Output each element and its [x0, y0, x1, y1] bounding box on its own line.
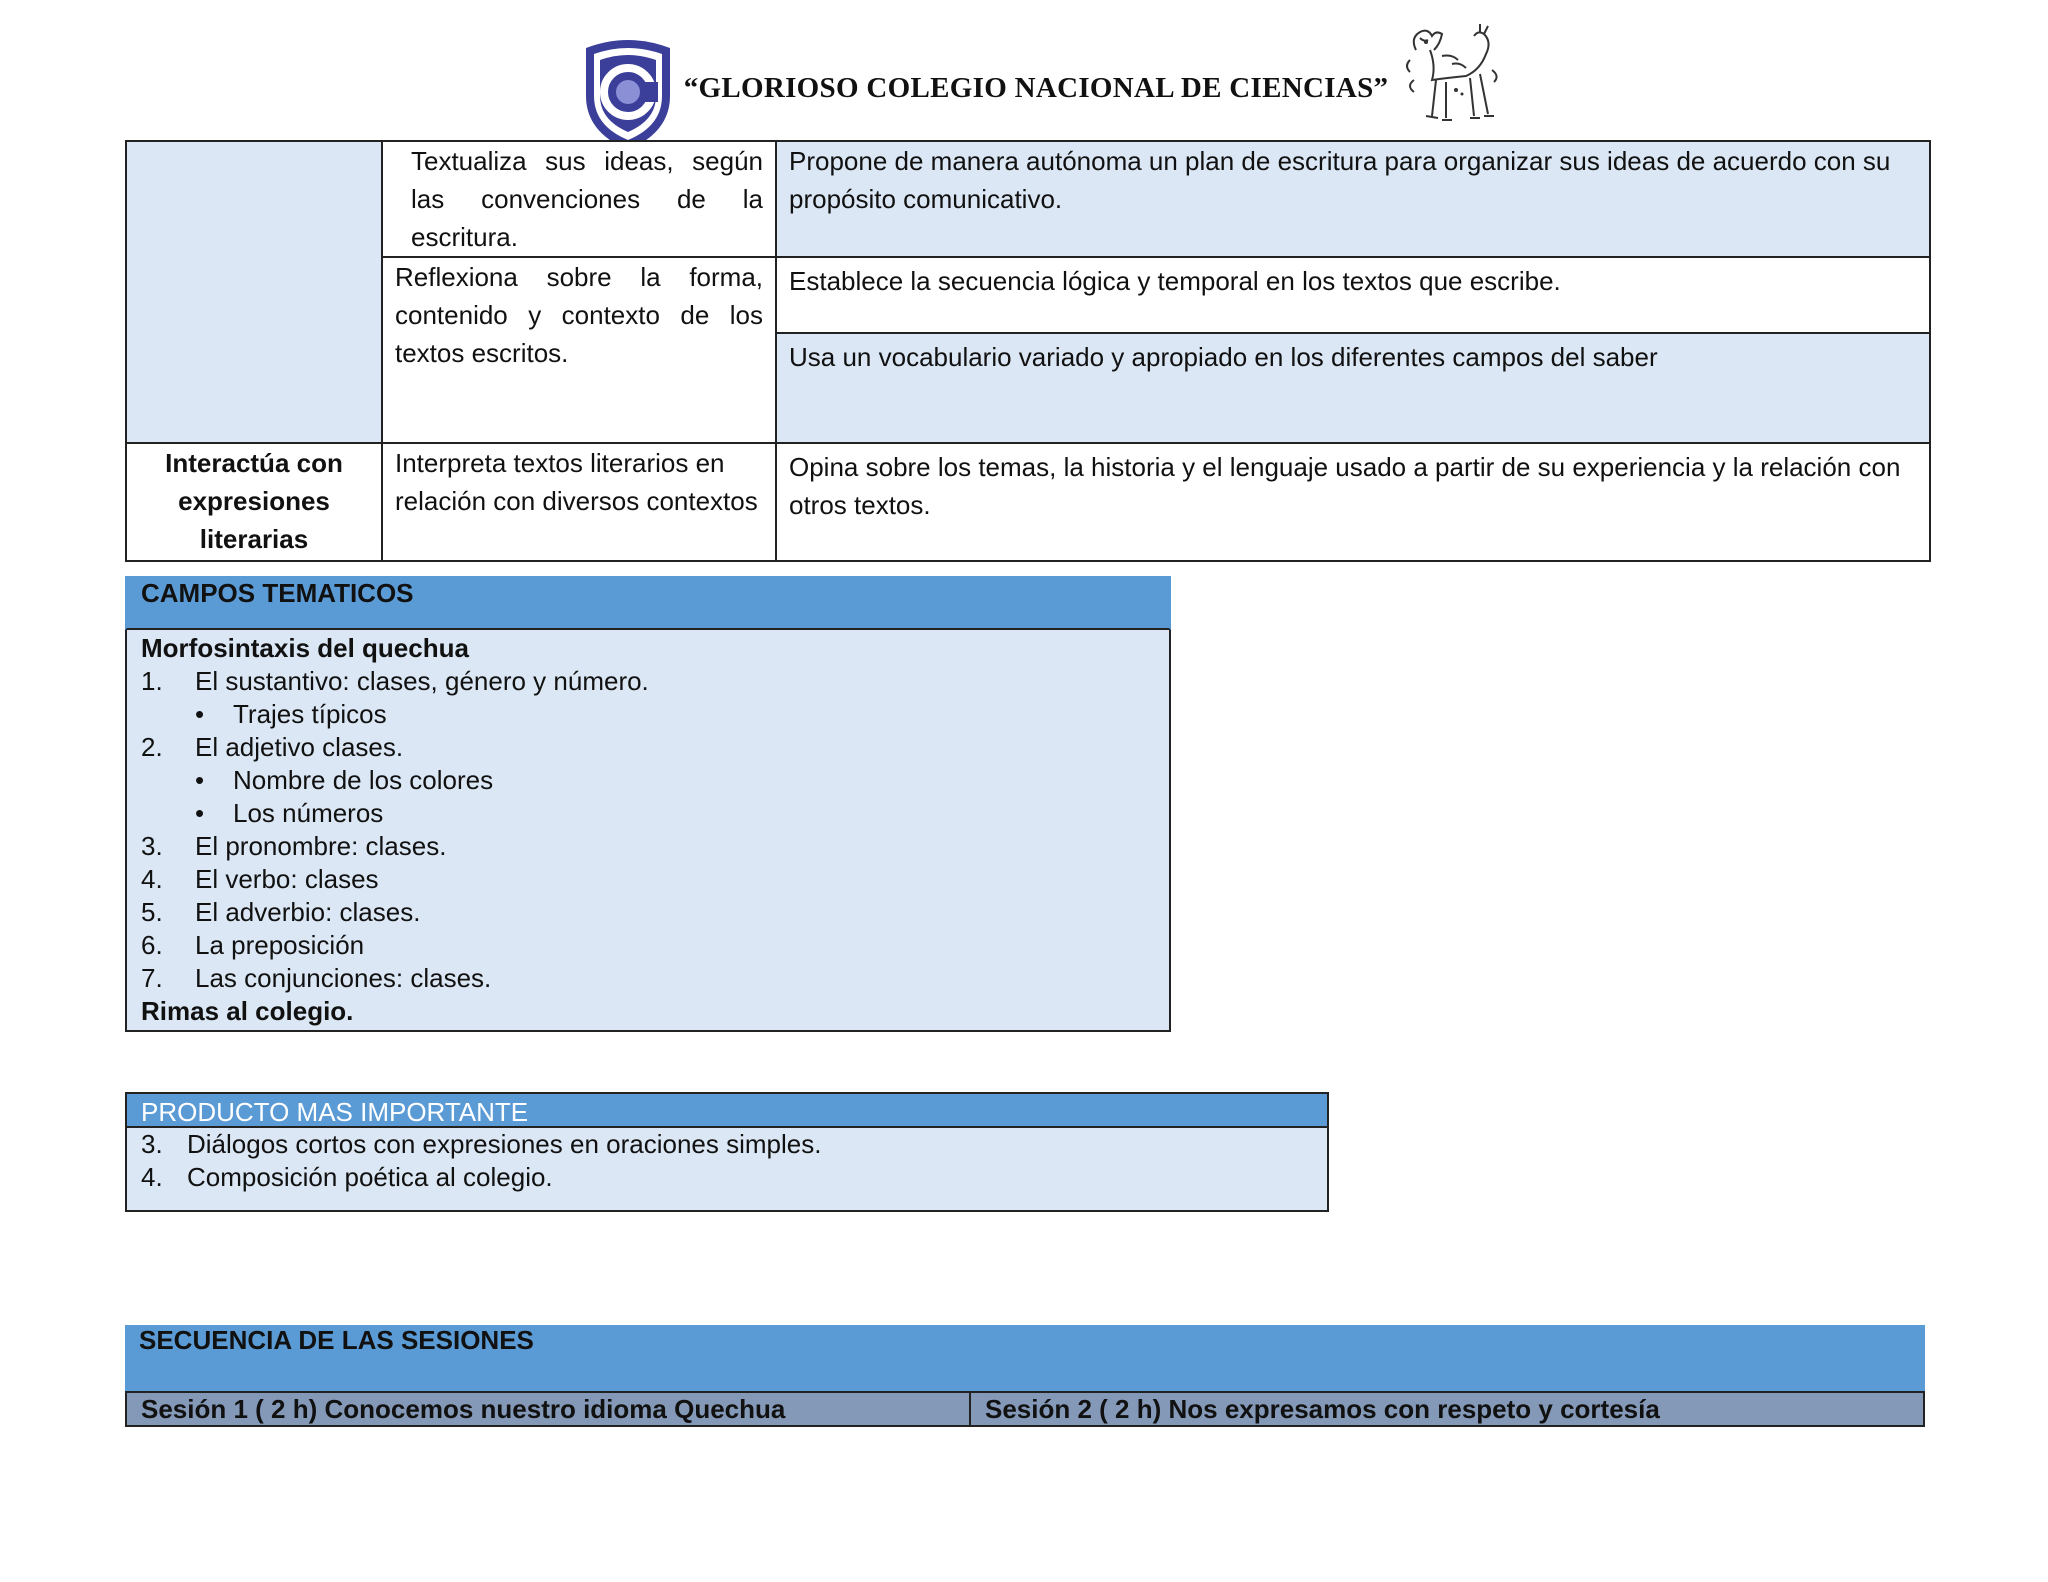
- document-header: [0, 20, 2048, 140]
- capacity-cell: Reflexiona sobre la forma, contenido y contexto de los textos escritos.: [382, 257, 776, 443]
- competency-cell-empty: [126, 141, 382, 443]
- sub-list-item: [141, 764, 1155, 797]
- list-number: 5.: [141, 897, 163, 927]
- sub-list-item: [141, 797, 1155, 830]
- campos-footer: Rimas al colegio.: [141, 996, 354, 1026]
- school-title: “GLORIOSO COLEGIO NACIONAL DE CIENCIAS”: [683, 72, 1389, 104]
- list-text: La preposición: [195, 930, 365, 960]
- campos-list: [141, 665, 1155, 995]
- producto-box: [125, 1092, 1329, 1212]
- campos-body: [125, 630, 1171, 1032]
- list-item: [141, 731, 1155, 764]
- secuencia-box: [125, 1325, 1925, 1427]
- campos-section-title: Morfosintaxis del quechua: [141, 633, 469, 663]
- list-text: El adjetivo clases.: [195, 732, 404, 762]
- list-item: [141, 896, 1155, 929]
- llama-drawing-icon: [1396, 20, 1508, 132]
- list-number: 2.: [141, 732, 163, 762]
- list-number: 7.: [141, 963, 163, 993]
- competency-cell: Interactúa con expresiones literarias: [126, 443, 382, 561]
- sub-list-text: Nombre de los colores: [233, 765, 494, 795]
- list-item: [141, 830, 1155, 863]
- campos-tematicos-box: [125, 576, 1171, 1032]
- list-item: [141, 1161, 1313, 1194]
- capacity-cell: Interpreta textos literarios en relación con diversos contextos: [382, 443, 776, 561]
- list-text: El sustantivo: clases, género y número.: [195, 666, 649, 696]
- list-text: Composición poética al colegio.: [187, 1162, 553, 1192]
- secuencia-title: SECUENCIA DE LAS SESIONES: [125, 1325, 1925, 1393]
- sub-list-text: Los números: [233, 798, 384, 828]
- session-2: Sesión 2 ( 2 h) Nos expresamos con respeto y cortesía: [985, 1394, 1660, 1424]
- descriptor-cell: Opina sobre los temas, la historia y el lenguaje usado a partir de su experiencia y la relación con otros textos.: [776, 443, 1930, 561]
- campos-title: CAMPOS TEMATICOS: [125, 576, 1171, 630]
- bullet-icon: •: [195, 699, 205, 729]
- list-text: El pronombre: clases.: [195, 831, 447, 861]
- session-1: Sesión 1 ( 2 h) Conocemos nuestro idioma Quechua: [127, 1393, 971, 1425]
- list-item: [141, 962, 1155, 995]
- list-item: [141, 665, 1155, 698]
- list-item: [141, 1128, 1313, 1161]
- list-item: [141, 863, 1155, 896]
- list-text: El adverbio: clases.: [195, 897, 421, 927]
- bullet-icon: •: [195, 798, 205, 828]
- competency-table: [125, 140, 1931, 562]
- list-number: 4.: [141, 864, 163, 894]
- list-number: 1.: [141, 666, 163, 696]
- list-number: 6.: [141, 930, 163, 960]
- list-number: 3.: [141, 1129, 163, 1159]
- producto-title: PRODUCTO MAS IMPORTANTE: [125, 1092, 1329, 1128]
- capacity-cell: Textualiza sus ideas, según las convenciones de la escritura.: [382, 141, 776, 257]
- sub-list-item: [141, 698, 1155, 731]
- bullet-icon: •: [195, 765, 205, 795]
- list-text: El verbo: clases: [195, 864, 379, 894]
- producto-body: [125, 1128, 1329, 1212]
- descriptor-cell: Usa un vocabulario variado y apropiado en los diferentes campos del saber: [776, 333, 1930, 443]
- descriptor-cell: Establece la secuencia lógica y temporal en los textos que escribe.: [776, 257, 1930, 333]
- list-number: 3.: [141, 831, 163, 861]
- session-row: [125, 1393, 1925, 1427]
- shield-c-logo-icon: [578, 34, 678, 154]
- list-item: [141, 929, 1155, 962]
- list-text: Diálogos cortos con expresiones en oraciones simples.: [187, 1129, 822, 1159]
- list-number: 4.: [141, 1162, 163, 1192]
- descriptor-cell: Propone de manera autónoma un plan de escritura para organizar sus ideas de acuerdo con su propósito comunicativo.: [776, 141, 1930, 257]
- sub-list-text: Trajes típicos: [233, 699, 387, 729]
- list-text: Las conjunciones: clases.: [195, 963, 492, 993]
